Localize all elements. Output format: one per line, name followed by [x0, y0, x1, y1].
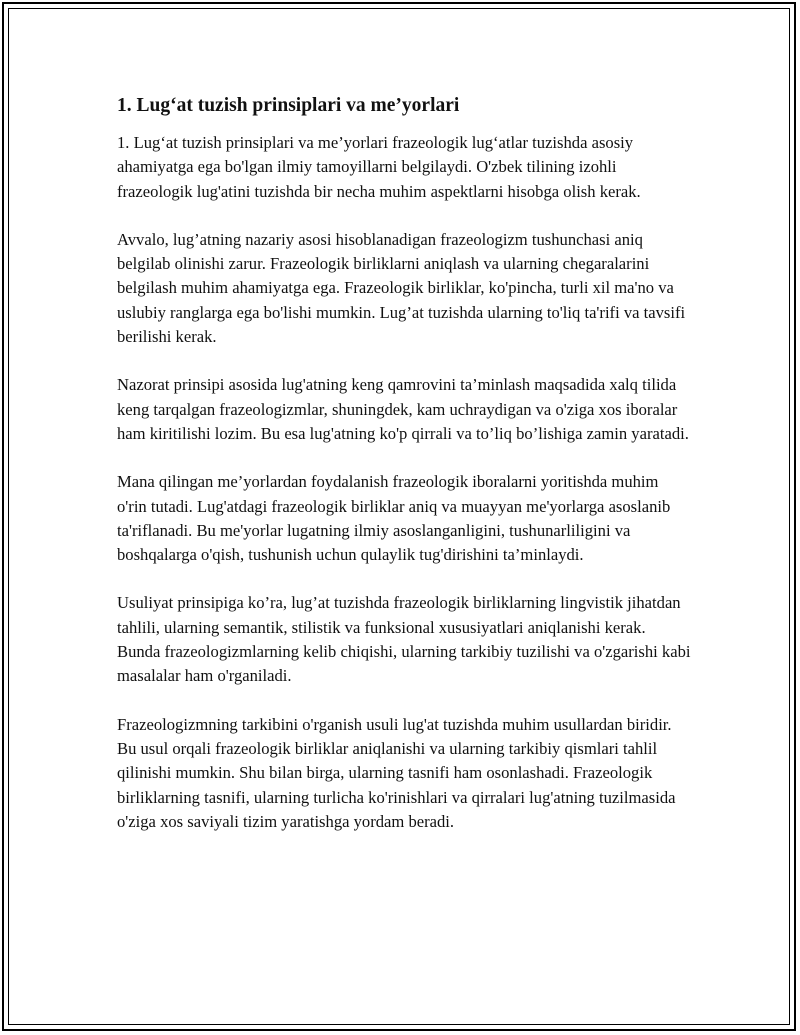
paragraph-5: Usuliyat prinsipiga ko’ra, lug’at tuzishda frazeologik birliklarning lingvistik jihatdan tahlili, ularning semantik, stilistik va funksional xususiyatlari aniqlanishi kerak. Bunda frazeologizmlarning kelib chiqishi, ularning tarkibiy tuzilishi va o'zgarishi kabi masalalar ham o'rganiladi. [117, 593, 691, 686]
paragraph-2: Avvalo, lug’atning nazariy asosi hisoblanadigan frazeologizm tushunchasi aniq belgilab olinishi zarur. Frazeologik birliklarni aniqlash va ularning chegaralarini belgilash muhim ahamiyatga ega. Frazeologik birliklar, ko'pincha, turli xil ma'no va uslubiy ranglarga ega bo'lishi mumkin. Lug’at tuzishda ularning to'liq ta'rifi va tavsifi berilishi kerak. [117, 229, 686, 347]
document-body [117, 92, 692, 858]
paragraph-4: Mana qilingan me’yorlardan foydalanish frazeologik iboralarni yoritishda muhim o'rin tutadi. Lug'atdagi frazeologik birliklar aniq va muayyan me'yorlarga asoslanib ta'riflanadi. Bu me'yorlar lugatning ilmiy asoslanganligini, tushunarliligini va boshqalarga o'qish, tushunish uchun qulaylik tug'dirishini ta’minlaydi. [117, 472, 671, 565]
paragraph-6: Frazeologizmning tarkibini o'rganish usuli lug'at tuzishda muhim usullardan biridir. Bu usul orqali frazeologik birliklar aniqlanishi va ularning tarkibiy qismlari tahlil qilinishi mumkin. Shu bilan birga, ularning tasnifi ham osonlashadi. Frazeologik birliklarning tasnifi, ularning turlicha ko'rinishlari va qirralari lug'atning tuzilmasida o'ziga xos saviyali tizim yaratishga yordam beradi. [117, 714, 676, 831]
paragraph-1: 1. Lug‘at tuzish prinsiplari va me’yorlari frazeologik lug‘atlar tuzishda asosiy ahamiyatga ega bo'lgan ilmiy tamoyillarni belgilaydi. O'zbek tilining izohli frazeologik lug'atini tuzishda bir necha muhim aspektlarni hisobga olish kerak. [117, 133, 641, 201]
paragraph-3: Nazorat prinsipi asosida lug'atning keng qamrovini ta’minlash maqsadida xalq tilida keng tarqalgan frazeologizmlar, shuningdek, kam uchraydigan va o'ziga xos iboralar ham kiritilishi lozim. Bu esa lug'atning ko'p qirrali va to’liq bo’lishiga zamin yaratadi. [117, 375, 689, 443]
section-heading: 1. Lug‘at tuzish prinsiplari va me’yorlari [117, 95, 460, 116]
